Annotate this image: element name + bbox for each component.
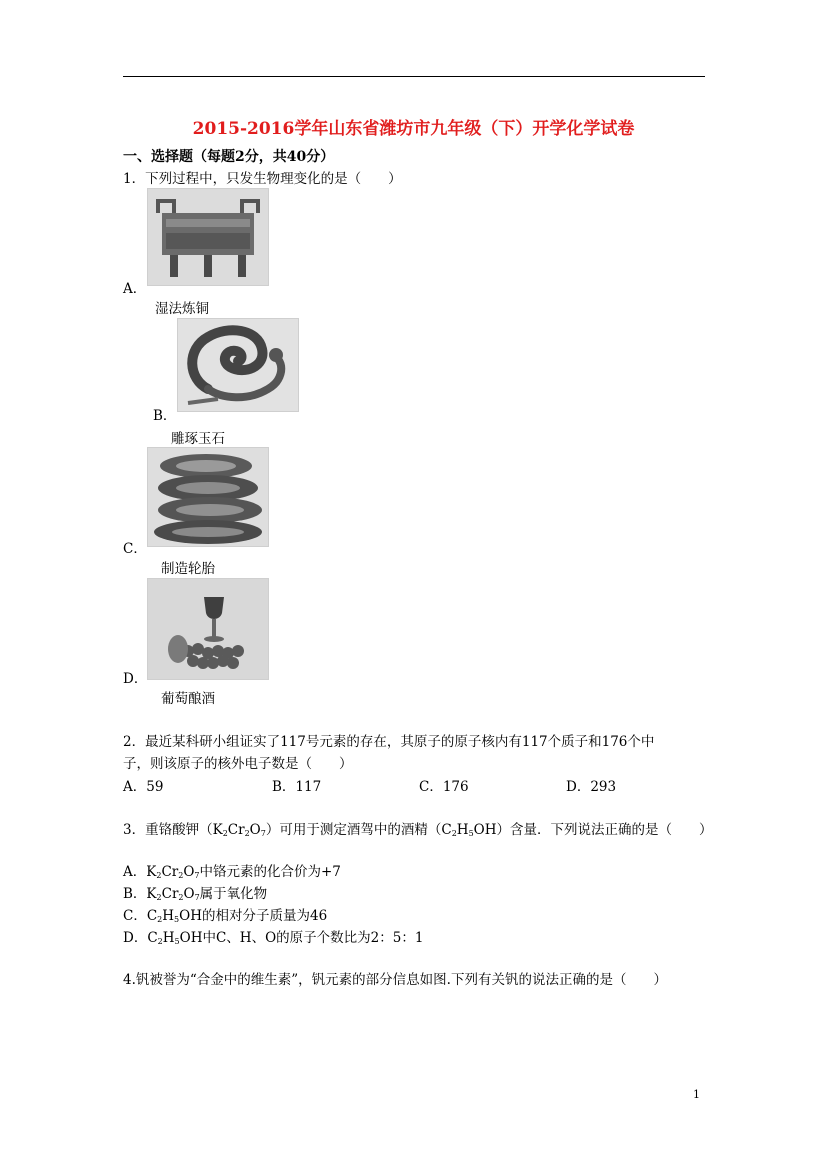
q1-option-b-letter: B． <box>153 408 177 424</box>
q3-option-a: A．$K_2Cr_2O_7$中铬元素的化合价为+7 <box>123 864 341 880</box>
carved-jade-dragon-icon <box>177 318 299 412</box>
q3-option-d: D．$C_2H_5OH$中C、H、O的原子个数比为2：5：1 <box>123 930 424 946</box>
q3-stem: 3．重铬酸钾$(K_2Cr_2O_7)$可用于测定酒驾中的酒精$(C_2H_5OH)$含量．下列说法正确的是（ ） <box>123 822 713 838</box>
q1-option-a-letter: A． <box>123 281 147 297</box>
bronze-vessel-icon <box>147 188 269 286</box>
q1-option-a-caption: 湿法炼铜 <box>155 301 209 317</box>
wine-and-grapes-icon <box>147 578 269 680</box>
page-title: 2015-2016学年山东省潍坊市九年级（下）开学化学试卷 <box>192 119 635 139</box>
q4-stem: 4.钒被誉为“合金中的维生素”，钒元素的部分信息如图.下列有关钒的说法正确的是（ ） <box>123 972 667 988</box>
q1-option-d-letter: D． <box>123 671 148 687</box>
stacked-tires-icon <box>147 447 269 547</box>
header-rule <box>123 76 705 77</box>
q2-stem-line1: 2．最近某科研小组证实了117号元素的存在，其原子的原子核内有117个质子和176个中 <box>123 734 655 750</box>
section-heading: 一、选择题（每题2分，共40分） <box>123 149 335 165</box>
page-number: 1 <box>693 1088 700 1101</box>
q2-option-a: A．59 <box>123 779 164 795</box>
q2-option-c: C．176 <box>419 779 469 795</box>
q3-option-c: C．$C_2H_5OH$的相对分子质量为46 <box>123 908 328 924</box>
q1-option-d-caption: 葡萄酿酒 <box>161 691 215 707</box>
q1-stem: 1．下列过程中，只发生物理变化的是（ ） <box>123 171 402 187</box>
q1-option-b-caption: 雕琢玉石 <box>171 431 225 447</box>
q1-option-c-caption: 制造轮胎 <box>161 561 215 577</box>
q2-stem-line2: 子，则该原子的核外电子数是（ ） <box>123 756 353 772</box>
q2-option-b: B．117 <box>272 779 322 795</box>
q2-option-d: D．293 <box>566 779 617 795</box>
q1-option-c-letter: C． <box>123 541 147 557</box>
q3-option-b: B．$K_2Cr_2O_7$属于氧化物 <box>123 886 268 902</box>
